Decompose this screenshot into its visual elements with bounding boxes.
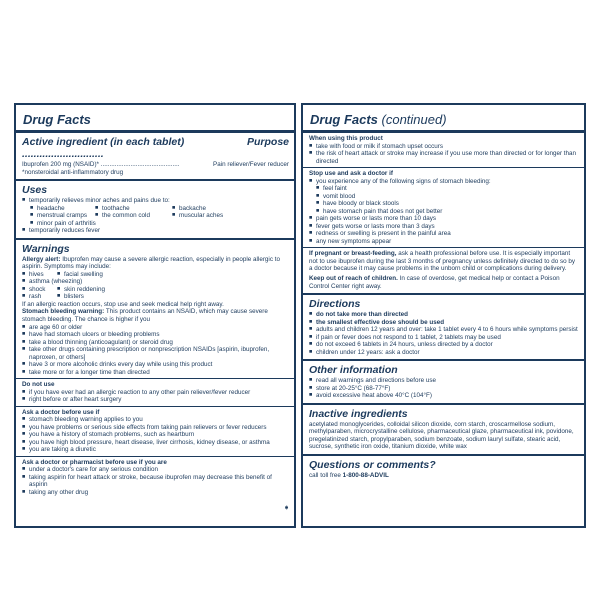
list-item: ■ any new symptoms appear	[309, 238, 579, 246]
uses-section	[16, 181, 294, 240]
list-item: ■ asthma (wheezing)	[22, 278, 259, 286]
stop-use-section	[303, 167, 584, 245]
uses-fever: ■ temporarily reduces fever	[22, 227, 289, 235]
list-item: ■ blisters	[57, 293, 264, 301]
list-item: ■ backache	[172, 205, 249, 213]
list-item: ■ facial swelling	[57, 271, 264, 279]
do-not-use-heading: Do not use	[22, 381, 55, 389]
active-ingredient-heading: Active ingredient (in each tablet) ............................	[22, 136, 185, 160]
warnings-continued-section	[303, 133, 584, 295]
list-item: ■ have had stomach ulcers or bleeding problems	[22, 331, 289, 339]
other-information-heading: Other information	[309, 364, 398, 377]
drug-facts-left-panel	[14, 103, 296, 528]
continue-arrow-icon: ➧	[283, 503, 290, 512]
stomach-list	[22, 324, 289, 377]
list-item: ■ feel faint	[316, 185, 579, 193]
list-item: ■ read all warnings and directions before use	[309, 377, 579, 385]
list-item: ■ you have high blood pressure, heart disease, liver cirrhosis, kidney disease, or asthma	[22, 439, 289, 447]
list-item: ■ shock	[22, 286, 57, 294]
do-not-use-section	[16, 378, 294, 404]
stomach-label: Stomach bleeding warning:	[22, 308, 105, 316]
panel-title: Drug Facts	[310, 112, 378, 127]
list-item: ■ you have problems or serious side effects from taking pain relievers or fever reducers	[22, 424, 289, 432]
list-item: ■ skin reddening	[57, 286, 264, 294]
directions-heading: Directions	[309, 298, 361, 311]
list-item: ■ right before or after heart surgery	[22, 396, 289, 404]
list-item: ■ have 3 or more alcoholic drinks every day while using this product	[22, 361, 289, 369]
ask-doctor-section	[16, 406, 294, 454]
uses-list	[22, 205, 289, 228]
allergy-text: Ibuprofen may cause a severe allergic reaction, especially in people allergic to aspirin. Symptoms may include:	[22, 255, 280, 271]
list-item: ■ do not exceed 6 tablets in 24 hours, unless directed by a doctor	[309, 341, 579, 349]
list-item: ■ the smallest effective dose should be used	[309, 319, 579, 327]
list-item: ■ are age 60 or older	[22, 324, 289, 332]
list-item: ■ menstrual cramps	[30, 212, 95, 220]
list-item: ■ adults and children 12 years and over: take 1 tablet every 4 to 6 hours while symptoms persist	[309, 326, 579, 334]
call-text: call toll free	[309, 472, 343, 480]
inactive-ingredients-section	[303, 405, 584, 456]
stop-use-heading: Stop use and ask a doctor if	[309, 170, 393, 178]
pregnancy-section	[303, 247, 584, 290]
active-ingredient-section	[16, 133, 294, 181]
list-item: ■ have bloody or black stools	[316, 200, 579, 208]
list-item: ■ fever gets worse or lasts more than 3 days	[309, 223, 579, 231]
list-item: ■ take more or for a longer time than directed	[22, 369, 289, 377]
active-purpose: Pain reliever/Fever reducer	[213, 161, 289, 168]
list-item: ■ redness or swelling is present in the painful area	[309, 230, 579, 238]
other-information-section	[303, 361, 584, 405]
list-item: ■ vomit blood	[316, 193, 579, 201]
list-item: ■ pain gets worse or lasts more than 10 days	[309, 215, 579, 223]
list-item: ■ store at 20-25°C (68-77°F)	[309, 385, 579, 393]
ask-pharmacist-section	[16, 456, 294, 497]
list-item: ■ taking any other drug	[22, 489, 289, 497]
list-item: ■ take with food or milk if stomach upset occurs	[309, 143, 579, 151]
questions-heading: Questions or comments?	[309, 459, 436, 472]
directions-section	[303, 295, 584, 361]
list-item: ■ you are taking a diuretic	[22, 446, 289, 454]
uses-heading: Uses	[22, 184, 48, 197]
list-item: ■ have stomach pain that does not get better	[316, 208, 579, 216]
panel-title-continued: (continued)	[377, 112, 447, 127]
list-item: ■ the common cold	[95, 212, 172, 220]
pregnancy-text: ask a health professional before use. It is especially important not to use ibuprofen during the last 3 months of pregnancy unless definitely directed to do so by a doctor because it may cause problems in the unborn child or complications during delivery.	[309, 250, 576, 273]
nsaid-note: *nonsteroidal anti-inflammatory drug	[22, 168, 124, 176]
when-using-heading: When using this product	[309, 135, 383, 142]
list-item: ■ stomach bleeding warning applies to you	[22, 416, 289, 424]
list-item: ■ you have a history of stomach problems, such as heartburn	[22, 431, 289, 439]
list-item: ■ toothache	[95, 205, 172, 213]
panel-title: Drug Facts	[16, 105, 294, 133]
list-item: ■ take other drugs containing prescription or nonprescription NSAIDs [aspirin, ibuprofen, naproxen, or others]	[22, 346, 289, 361]
questions-section	[303, 456, 584, 483]
inactive-ingredients-heading: Inactive ingredients	[309, 407, 408, 420]
active-ingredient-line: Ibuprofen 200 mg (NSAID)* .............................................	[22, 161, 180, 168]
keep-out-label: Keep out of reach of children.	[309, 274, 398, 282]
drug-facts-right-panel	[301, 103, 586, 528]
list-item: ■ children under 12 years: ask a doctor	[309, 349, 579, 357]
allergy-stop: If an allergic reaction occurs, stop use and seek medical help right away.	[22, 300, 224, 308]
list-item: ■ do not take more than directed	[309, 311, 579, 319]
inactive-ingredients-text: acetylated monoglycerides, colloidal silicon dioxide, corn starch, croscarmellose sodium, methylparaben, microcrystalline cellulose, pharmaceutical glaze, pharmaceutical ink, povidone, pregelatinized starch, propylparaben, sodium benzoate, sodium lauryl sulfate, stearic acid, sucrose, synthetic iron oxide, titanium dioxide, white wax	[309, 420, 574, 451]
list-item: ■ if you have ever had an allergic reaction to any other pain reliever/fever reducer	[22, 389, 289, 397]
stomach-text: This product contains an NSAID, which may cause severe stomach bleeding. The chance is higher if you	[22, 308, 268, 324]
list-item: ■ minor pain of arthritis	[30, 220, 237, 228]
ask-doctor-heading: Ask a doctor before use if	[22, 408, 100, 416]
allergy-list	[22, 271, 289, 301]
list-item: ■ you experience any of the following signs of stomach bleeding:	[309, 178, 579, 186]
list-item: ■ rash	[22, 293, 57, 301]
allergy-label: Allergy alert:	[22, 255, 61, 263]
warnings-section	[16, 240, 294, 500]
list-item: ■ muscular aches	[172, 212, 249, 220]
list-item: ■ take a blood thinning (anticoagulant) or steroid drug	[22, 339, 289, 347]
phone-number: 1-800-88-ADVIL	[342, 472, 389, 480]
list-item: ■ taking aspirin for heart attack or stroke, because ibuprofen may decrease this benefit of aspirin	[22, 474, 289, 489]
list-item: ■ if pain or fever does not respond to 1 tablet, 2 tablets may be used	[309, 334, 579, 342]
list-item: ■ hives	[22, 271, 57, 279]
list-item: ■ under a doctor's care for any serious condition	[22, 466, 289, 474]
pregnancy-label: If pregnant or breast-feeding,	[309, 250, 397, 258]
warnings-heading: Warnings	[22, 242, 70, 255]
list-item: ■ avoid excessive heat above 40°C (104°F)	[309, 392, 579, 400]
list-item: ■ headache	[30, 205, 95, 213]
uses-intro: ■ temporarily relieves minor aches and pains due to:	[22, 197, 289, 205]
list-item: ■ the risk of heart attack or stroke may increase if you use more than directed or for longer than directed	[309, 150, 579, 165]
ask-pharmacist-heading: Ask a doctor or pharmacist before use if you are	[22, 458, 167, 466]
keep-out-text: In case of overdose, get medical help or contact a Poison Control Center right away.	[309, 274, 560, 290]
purpose-heading: Purpose	[246, 136, 289, 148]
